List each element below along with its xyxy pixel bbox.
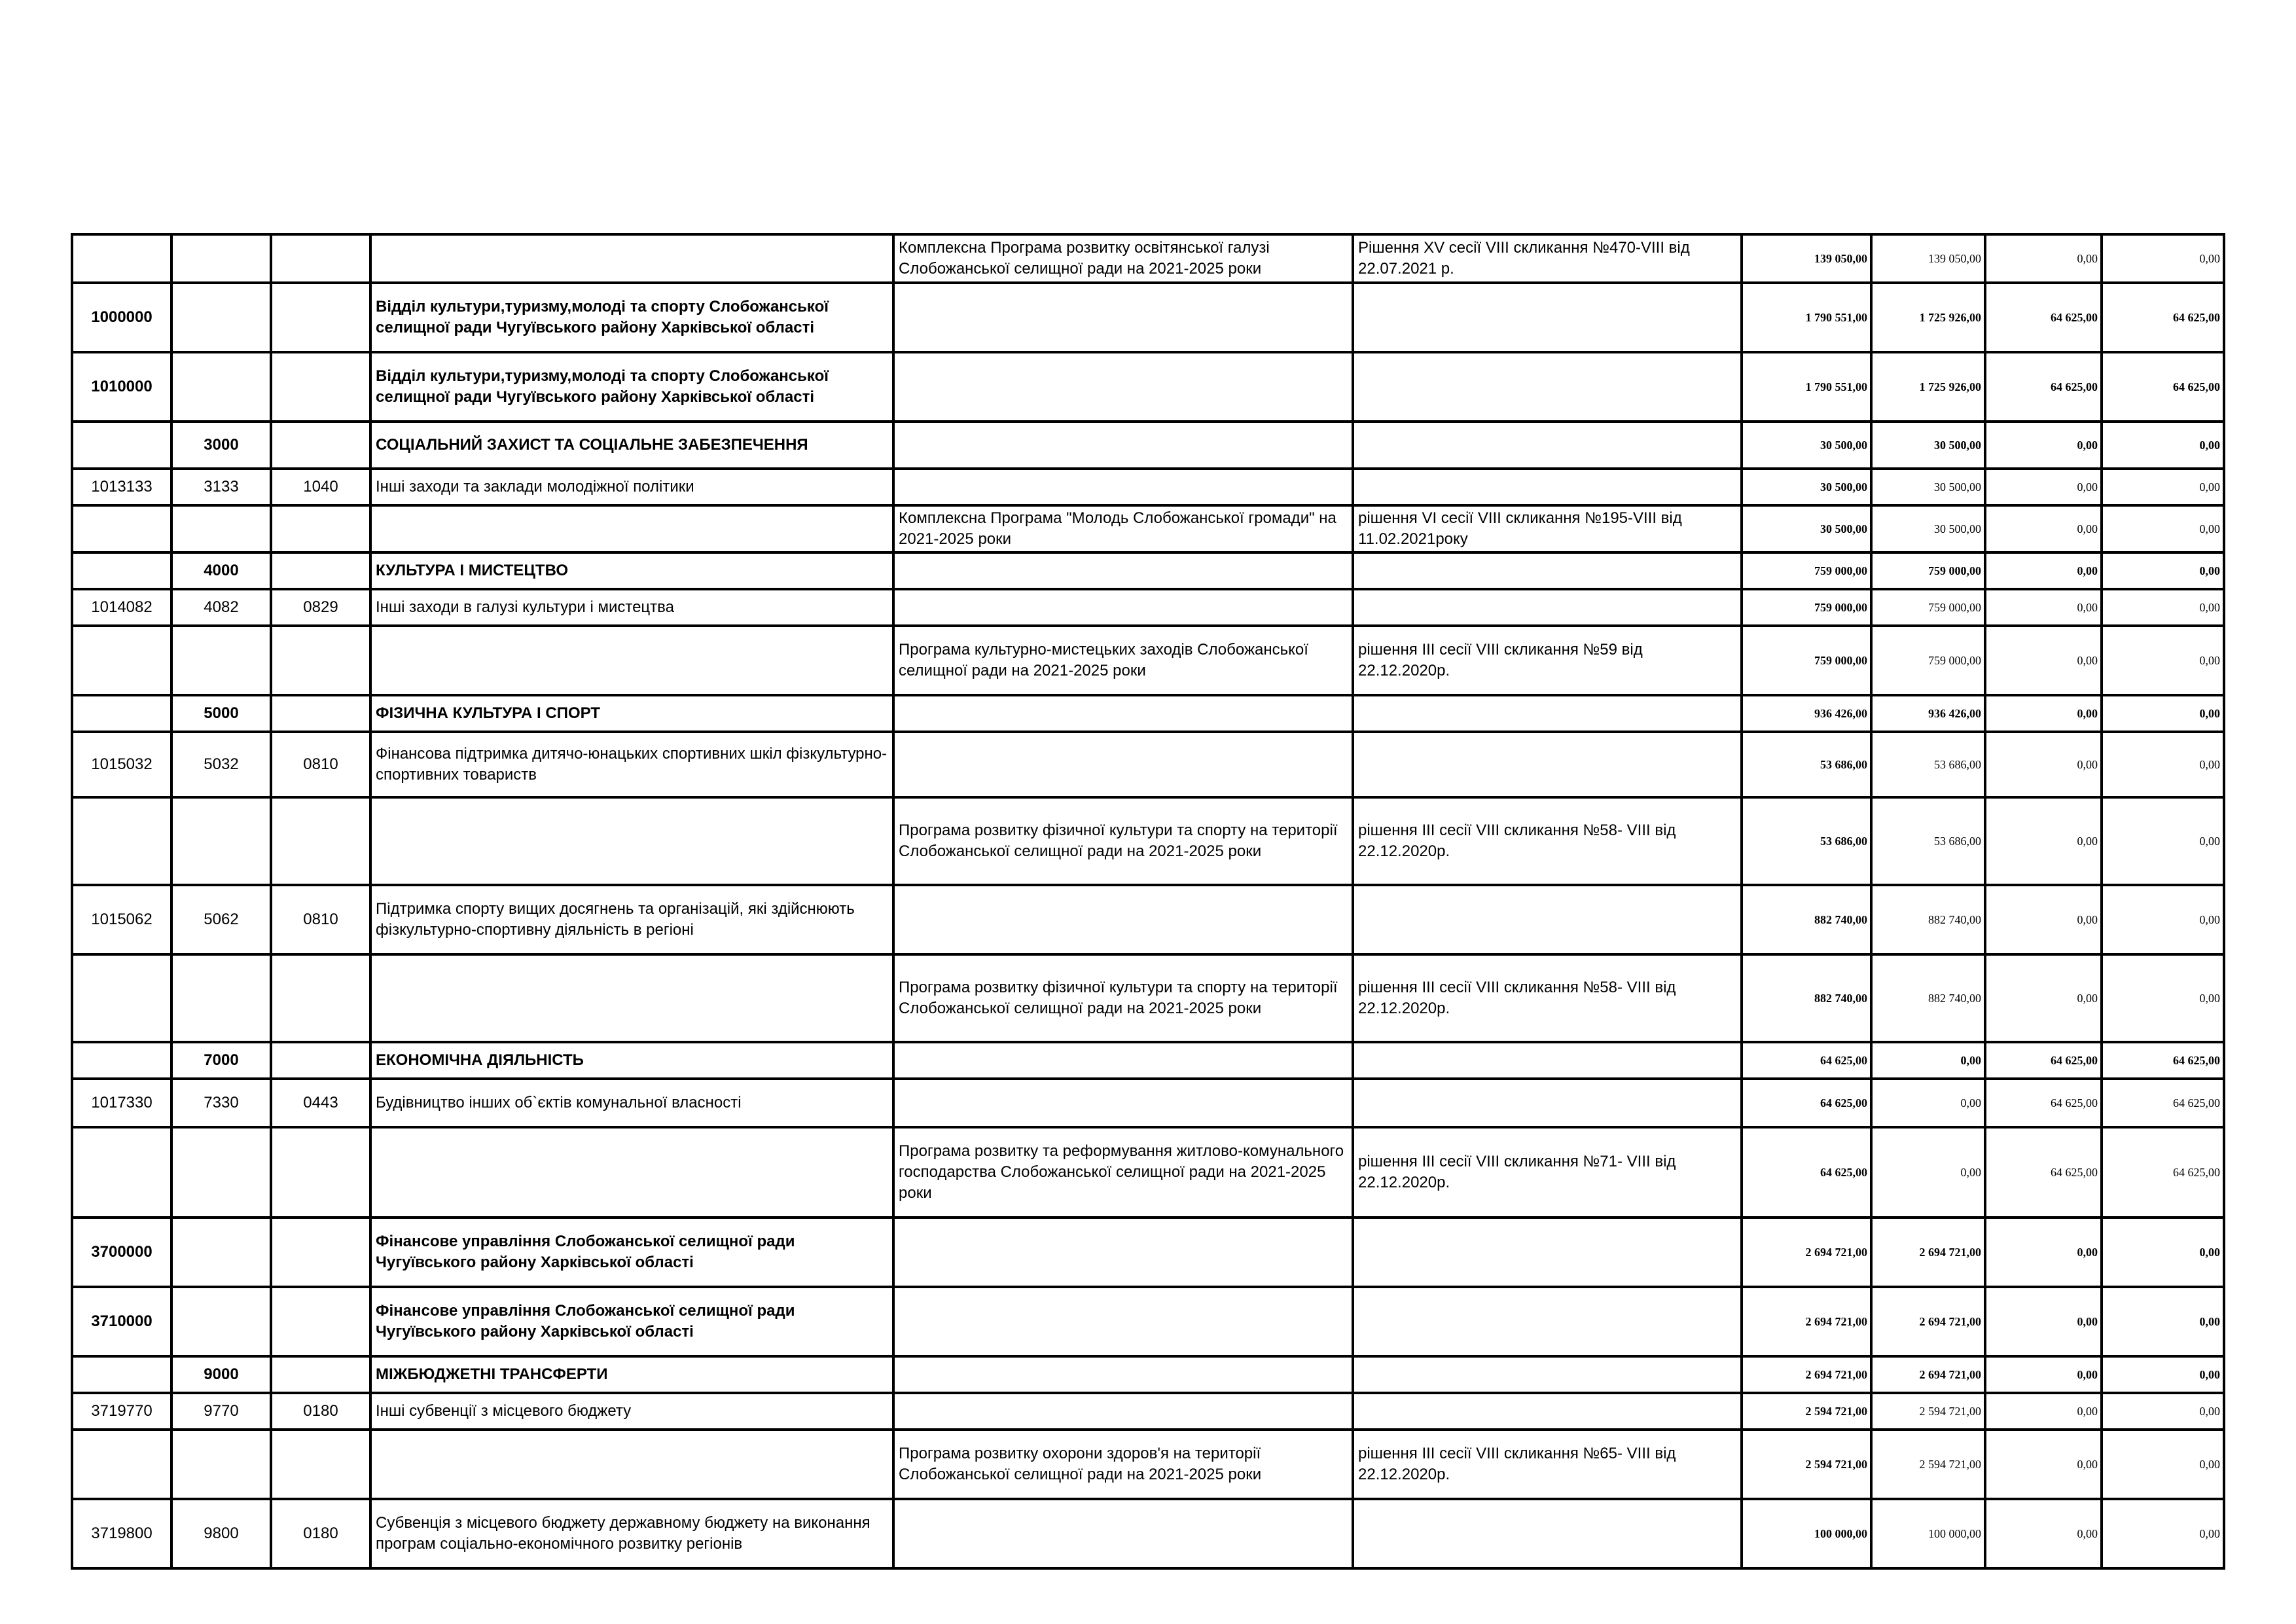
- special-fund-cell: 0,00: [1985, 589, 2102, 626]
- function-code-cell: [271, 1127, 370, 1218]
- function-code-cell: [271, 954, 370, 1042]
- program-code-cell: 1015062: [72, 885, 171, 954]
- program-cell: [893, 695, 1353, 732]
- function-code-cell: [271, 352, 370, 422]
- table-row: [72, 589, 2224, 626]
- development-budget-cell: 0,00: [2102, 422, 2224, 469]
- special-fund-cell: 0,00: [1985, 1393, 2102, 1430]
- development-budget-cell: 64 625,00: [2102, 1079, 2224, 1127]
- total-amount-cell: 2 694 721,00: [1742, 1356, 1871, 1393]
- program-cell: Програма розвитку та реформування житлово-комунального господарства Слобожанської селищної ради на 2021-2025 роки: [893, 1127, 1353, 1218]
- kfk-code-cell: 9000: [171, 1356, 271, 1393]
- function-code-cell: [271, 505, 370, 552]
- general-fund-cell: 882 740,00: [1871, 885, 1985, 954]
- table-row: [72, 1079, 2224, 1127]
- kfk-code-cell: 3133: [171, 469, 271, 505]
- kfk-code-cell: 5000: [171, 695, 271, 732]
- decision-cell: рішення ІІІ сесії VIII скликання №71- VIII від 22.12.2020р.: [1353, 1127, 1742, 1218]
- special-fund-cell: 0,00: [1985, 1499, 2102, 1568]
- kfk-code-cell: 7330: [171, 1079, 271, 1127]
- special-fund-cell: 64 625,00: [1985, 1079, 2102, 1127]
- kfk-code-cell: [171, 1127, 271, 1218]
- decision-cell: [1353, 695, 1742, 732]
- general-fund-cell: 2 694 721,00: [1871, 1356, 1985, 1393]
- total-amount-cell: 882 740,00: [1742, 954, 1871, 1042]
- development-budget-cell: 0,00: [2102, 885, 2224, 954]
- decision-cell: [1353, 352, 1742, 422]
- function-code-cell: [271, 1287, 370, 1356]
- program-cell: [893, 1393, 1353, 1430]
- table-row: [72, 1127, 2224, 1218]
- function-code-cell: 0443: [271, 1079, 370, 1127]
- special-fund-cell: 64 625,00: [1985, 352, 2102, 422]
- special-fund-cell: 0,00: [1985, 954, 2102, 1042]
- total-amount-cell: 2 594 721,00: [1742, 1393, 1871, 1430]
- table-row: [72, 695, 2224, 732]
- program-code-cell: [72, 1127, 171, 1218]
- table-row: [72, 797, 2224, 885]
- special-fund-cell: 0,00: [1985, 505, 2102, 552]
- function-code-cell: [271, 626, 370, 695]
- program-code-cell: 1015032: [72, 732, 171, 797]
- general-fund-cell: 53 686,00: [1871, 797, 1985, 885]
- budget-program-table: [71, 233, 2225, 1570]
- table-row: [72, 469, 2224, 505]
- special-fund-cell: 0,00: [1985, 885, 2102, 954]
- table-row: [72, 1356, 2224, 1393]
- development-budget-cell: 0,00: [2102, 1393, 2224, 1430]
- name-cell: Фінансове управління Слобожанської селищної ради Чугуївського району Харківської області: [370, 1287, 893, 1356]
- name-cell: [370, 626, 893, 695]
- program-code-cell: [72, 1356, 171, 1393]
- development-budget-cell: 0,00: [2102, 469, 2224, 505]
- table-row: [72, 1287, 2224, 1356]
- function-code-cell: [271, 1042, 370, 1079]
- program-code-cell: 3719800: [72, 1499, 171, 1568]
- program-cell: [893, 732, 1353, 797]
- general-fund-cell: 759 000,00: [1871, 552, 1985, 589]
- development-budget-cell: 0,00: [2102, 552, 2224, 589]
- general-fund-cell: 30 500,00: [1871, 469, 1985, 505]
- decision-cell: рішення ІІІ сесії VIII скликання №59 від 22.12.2020р.: [1353, 626, 1742, 695]
- kfk-code-cell: 4082: [171, 589, 271, 626]
- table-row: [72, 1430, 2224, 1499]
- special-fund-cell: 64 625,00: [1985, 1127, 2102, 1218]
- program-cell: [893, 1079, 1353, 1127]
- function-code-cell: [271, 552, 370, 589]
- program-code-cell: [72, 552, 171, 589]
- general-fund-cell: 53 686,00: [1871, 732, 1985, 797]
- development-budget-cell: 0,00: [2102, 1430, 2224, 1499]
- special-fund-cell: 0,00: [1985, 234, 2102, 283]
- name-cell: [370, 1127, 893, 1218]
- function-code-cell: 0180: [271, 1499, 370, 1568]
- total-amount-cell: 759 000,00: [1742, 626, 1871, 695]
- program-code-cell: [72, 505, 171, 552]
- development-budget-cell: 64 625,00: [2102, 352, 2224, 422]
- general-fund-cell: 0,00: [1871, 1127, 1985, 1218]
- development-budget-cell: 0,00: [2102, 797, 2224, 885]
- function-code-cell: 0180: [271, 1393, 370, 1430]
- general-fund-cell: 759 000,00: [1871, 589, 1985, 626]
- total-amount-cell: 1 790 551,00: [1742, 283, 1871, 352]
- table-row: [72, 422, 2224, 469]
- special-fund-cell: 0,00: [1985, 1287, 2102, 1356]
- special-fund-cell: 0,00: [1985, 1218, 2102, 1287]
- program-cell: [893, 1218, 1353, 1287]
- special-fund-cell: 0,00: [1985, 469, 2102, 505]
- decision-cell: [1353, 1499, 1742, 1568]
- special-fund-cell: 0,00: [1985, 1356, 2102, 1393]
- general-fund-cell: 2 694 721,00: [1871, 1218, 1985, 1287]
- function-code-cell: [271, 1356, 370, 1393]
- program-cell: [893, 1356, 1353, 1393]
- function-code-cell: 0810: [271, 732, 370, 797]
- kfk-code-cell: [171, 234, 271, 283]
- special-fund-cell: 0,00: [1985, 695, 2102, 732]
- program-code-cell: 1014082: [72, 589, 171, 626]
- program-cell: [893, 352, 1353, 422]
- function-code-cell: [271, 797, 370, 885]
- program-cell: [893, 552, 1353, 589]
- program-cell: Програма розвитку охорони здоров'я на території Слобожанської селищної ради на 2021-2025 роки: [893, 1430, 1353, 1499]
- general-fund-cell: 2 694 721,00: [1871, 1287, 1985, 1356]
- total-amount-cell: 882 740,00: [1742, 885, 1871, 954]
- program-code-cell: [72, 797, 171, 885]
- kfk-code-cell: [171, 626, 271, 695]
- kfk-code-cell: 3000: [171, 422, 271, 469]
- program-code-cell: [72, 422, 171, 469]
- development-budget-cell: 0,00: [2102, 695, 2224, 732]
- kfk-code-cell: [171, 283, 271, 352]
- total-amount-cell: 30 500,00: [1742, 505, 1871, 552]
- development-budget-cell: 0,00: [2102, 954, 2224, 1042]
- table-row: [72, 552, 2224, 589]
- special-fund-cell: 64 625,00: [1985, 283, 2102, 352]
- kfk-code-cell: 5062: [171, 885, 271, 954]
- program-code-cell: 1017330: [72, 1079, 171, 1127]
- special-fund-cell: 0,00: [1985, 732, 2102, 797]
- program-code-cell: 1013133: [72, 469, 171, 505]
- function-code-cell: [271, 1430, 370, 1499]
- program-cell: Програма розвитку фізичної культури та спорту на території Слобожанської селищної ради на 2021-2025 роки: [893, 797, 1353, 885]
- table-row: [72, 1042, 2224, 1079]
- table-row: [72, 885, 2224, 954]
- table-row: [72, 1393, 2224, 1430]
- special-fund-cell: 0,00: [1985, 797, 2102, 885]
- total-amount-cell: 64 625,00: [1742, 1127, 1871, 1218]
- total-amount-cell: 2 694 721,00: [1742, 1218, 1871, 1287]
- special-fund-cell: 0,00: [1985, 1430, 2102, 1499]
- function-code-cell: 1040: [271, 469, 370, 505]
- decision-cell: [1353, 589, 1742, 626]
- kfk-code-cell: 9770: [171, 1393, 271, 1430]
- program-code-cell: [72, 626, 171, 695]
- table-row: [72, 505, 2224, 552]
- kfk-code-cell: 9800: [171, 1499, 271, 1568]
- name-cell: [370, 234, 893, 283]
- name-cell: Будівництво інших об`єктів комунальної власності: [370, 1079, 893, 1127]
- special-fund-cell: 0,00: [1985, 552, 2102, 589]
- total-amount-cell: 936 426,00: [1742, 695, 1871, 732]
- name-cell: Фінансове управління Слобожанської селищної ради Чугуївського району Харківської області: [370, 1218, 893, 1287]
- decision-cell: рішення VI сесії VIII скликання №195-VIII від 11.02.2021року: [1353, 505, 1742, 552]
- program-code-cell: 1010000: [72, 352, 171, 422]
- name-cell: Відділ культури,туризму,молоді та спорту Слобожанської селищної ради Чугуївського району Харківської області: [370, 352, 893, 422]
- general-fund-cell: 100 000,00: [1871, 1499, 1985, 1568]
- function-code-cell: 0810: [271, 885, 370, 954]
- table-row: [72, 352, 2224, 422]
- decision-cell: Рішення XV сесії VIII скликання №470-VIII від 22.07.2021 р.: [1353, 234, 1742, 283]
- kfk-code-cell: 7000: [171, 1042, 271, 1079]
- decision-cell: [1353, 1287, 1742, 1356]
- decision-cell: рішення ІІІ сесії VIII скликання №58- VIII від 22.12.2020р.: [1353, 954, 1742, 1042]
- general-fund-cell: 2 594 721,00: [1871, 1393, 1985, 1430]
- decision-cell: [1353, 1356, 1742, 1393]
- development-budget-cell: 0,00: [2102, 626, 2224, 695]
- special-fund-cell: 0,00: [1985, 422, 2102, 469]
- function-code-cell: [271, 1218, 370, 1287]
- program-code-cell: [72, 695, 171, 732]
- general-fund-cell: 0,00: [1871, 1042, 1985, 1079]
- table-row: [72, 1218, 2224, 1287]
- general-fund-cell: 1 725 926,00: [1871, 352, 1985, 422]
- table-row: [72, 732, 2224, 797]
- general-fund-cell: 30 500,00: [1871, 505, 1985, 552]
- decision-cell: [1353, 732, 1742, 797]
- function-code-cell: [271, 422, 370, 469]
- name-cell: МІЖБЮДЖЕТНІ ТРАНСФЕРТИ: [370, 1356, 893, 1393]
- development-budget-cell: 64 625,00: [2102, 1042, 2224, 1079]
- function-code-cell: [271, 283, 370, 352]
- total-amount-cell: 30 500,00: [1742, 422, 1871, 469]
- name-cell: Інші заходи та заклади молодіжної політики: [370, 469, 893, 505]
- general-fund-cell: 0,00: [1871, 1079, 1985, 1127]
- name-cell: Підтримка спорту вищих досягнень та організацій, які здійснюють фізкультурно-спортивну діяльність в регіоні: [370, 885, 893, 954]
- program-cell: [893, 1042, 1353, 1079]
- general-fund-cell: 759 000,00: [1871, 626, 1985, 695]
- development-budget-cell: 0,00: [2102, 1287, 2224, 1356]
- total-amount-cell: 30 500,00: [1742, 469, 1871, 505]
- decision-cell: [1353, 1393, 1742, 1430]
- program-cell: [893, 469, 1353, 505]
- table-row: [72, 1499, 2224, 1568]
- development-budget-cell: 0,00: [2102, 505, 2224, 552]
- name-cell: ФІЗИЧНА КУЛЬТУРА І СПОРТ: [370, 695, 893, 732]
- program-cell: [893, 422, 1353, 469]
- name-cell: Інші субвенції з місцевого бюджету: [370, 1393, 893, 1430]
- program-cell: [893, 885, 1353, 954]
- total-amount-cell: 64 625,00: [1742, 1079, 1871, 1127]
- total-amount-cell: 1 790 551,00: [1742, 352, 1871, 422]
- total-amount-cell: 2 694 721,00: [1742, 1287, 1871, 1356]
- general-fund-cell: 1 725 926,00: [1871, 283, 1985, 352]
- kfk-code-cell: [171, 1430, 271, 1499]
- development-budget-cell: 64 625,00: [2102, 283, 2224, 352]
- function-code-cell: [271, 234, 370, 283]
- name-cell: [370, 1430, 893, 1499]
- total-amount-cell: 139 050,00: [1742, 234, 1871, 283]
- name-cell: Субвенція з місцевого бюджету державному бюджету на виконання програм соціально-економічного розвитку регіонів: [370, 1499, 893, 1568]
- development-budget-cell: 64 625,00: [2102, 1127, 2224, 1218]
- name-cell: [370, 505, 893, 552]
- decision-cell: [1353, 283, 1742, 352]
- general-fund-cell: 882 740,00: [1871, 954, 1985, 1042]
- development-budget-cell: 0,00: [2102, 1356, 2224, 1393]
- name-cell: КУЛЬТУРА І МИСТЕЦТВО: [370, 552, 893, 589]
- program-code-cell: [72, 1430, 171, 1499]
- name-cell: [370, 954, 893, 1042]
- special-fund-cell: 64 625,00: [1985, 1042, 2102, 1079]
- decision-cell: [1353, 1042, 1742, 1079]
- total-amount-cell: 759 000,00: [1742, 589, 1871, 626]
- name-cell: СОЦІАЛЬНИЙ ЗАХИСТ ТА СОЦІАЛЬНЕ ЗАБЕЗПЕЧЕННЯ: [370, 422, 893, 469]
- total-amount-cell: 100 000,00: [1742, 1499, 1871, 1568]
- name-cell: [370, 797, 893, 885]
- program-cell: Комплексна Програма розвитку освітянської галузі Слобожанської селищної ради на 2021-2025 роки: [893, 234, 1353, 283]
- program-cell: Комплексна Програма "Молодь Слобожанської громади" на 2021-2025 роки: [893, 505, 1353, 552]
- kfk-code-cell: 4000: [171, 552, 271, 589]
- development-budget-cell: 0,00: [2102, 589, 2224, 626]
- table-row: [72, 626, 2224, 695]
- program-code-cell: [72, 954, 171, 1042]
- general-fund-cell: 2 594 721,00: [1871, 1430, 1985, 1499]
- name-cell: Відділ культури,туризму,молоді та спорту Слобожанської селищної ради Чугуївського району Харківської області: [370, 283, 893, 352]
- table-row: [72, 283, 2224, 352]
- kfk-code-cell: [171, 954, 271, 1042]
- program-code-cell: [72, 234, 171, 283]
- program-cell: [893, 1499, 1353, 1568]
- function-code-cell: 0829: [271, 589, 370, 626]
- total-amount-cell: 759 000,00: [1742, 552, 1871, 589]
- special-fund-cell: 0,00: [1985, 626, 2102, 695]
- kfk-code-cell: [171, 797, 271, 885]
- general-fund-cell: 936 426,00: [1871, 695, 1985, 732]
- function-code-cell: [271, 695, 370, 732]
- program-code-cell: 1000000: [72, 283, 171, 352]
- total-amount-cell: 2 594 721,00: [1742, 1430, 1871, 1499]
- decision-cell: [1353, 469, 1742, 505]
- decision-cell: [1353, 885, 1742, 954]
- decision-cell: [1353, 1218, 1742, 1287]
- table-body: [72, 234, 2224, 1568]
- name-cell: Інші заходи в галузі культури і мистецтва: [370, 589, 893, 626]
- decision-cell: [1353, 552, 1742, 589]
- kfk-code-cell: [171, 1287, 271, 1356]
- development-budget-cell: 0,00: [2102, 1499, 2224, 1568]
- kfk-code-cell: [171, 352, 271, 422]
- total-amount-cell: 53 686,00: [1742, 732, 1871, 797]
- decision-cell: рішення ІІІ сесії VIII скликання №58- VIII від 22.12.2020р.: [1353, 797, 1742, 885]
- kfk-code-cell: [171, 1218, 271, 1287]
- program-cell: [893, 589, 1353, 626]
- total-amount-cell: 64 625,00: [1742, 1042, 1871, 1079]
- decision-cell: рішення ІІІ сесії VIII скликання №65- VIII від 22.12.2020р.: [1353, 1430, 1742, 1499]
- program-cell: [893, 1287, 1353, 1356]
- development-budget-cell: 0,00: [2102, 234, 2224, 283]
- total-amount-cell: 53 686,00: [1742, 797, 1871, 885]
- general-fund-cell: 139 050,00: [1871, 234, 1985, 283]
- program-code-cell: 3719770: [72, 1393, 171, 1430]
- development-budget-cell: 0,00: [2102, 732, 2224, 797]
- program-code-cell: 3710000: [72, 1287, 171, 1356]
- program-cell: [893, 283, 1353, 352]
- development-budget-cell: 0,00: [2102, 1218, 2224, 1287]
- kfk-code-cell: 5032: [171, 732, 271, 797]
- table-row: [72, 954, 2224, 1042]
- program-cell: Програма культурно-мистецьких заходів Слобожанської селищної ради на 2021-2025 роки: [893, 626, 1353, 695]
- program-code-cell: [72, 1042, 171, 1079]
- program-cell: Програма розвитку фізичної культури та спорту на території Слобожанської селищної ради на 2021-2025 роки: [893, 954, 1353, 1042]
- decision-cell: [1353, 422, 1742, 469]
- name-cell: ЕКОНОМІЧНА ДІЯЛЬНІСТЬ: [370, 1042, 893, 1079]
- name-cell: Фінансова підтримка дитячо-юнацьких спортивних шкіл фізкультурно-спортивних товариств: [370, 732, 893, 797]
- table-row: [72, 234, 2224, 283]
- decision-cell: [1353, 1079, 1742, 1127]
- kfk-code-cell: [171, 505, 271, 552]
- program-code-cell: 3700000: [72, 1218, 171, 1287]
- general-fund-cell: 30 500,00: [1871, 422, 1985, 469]
